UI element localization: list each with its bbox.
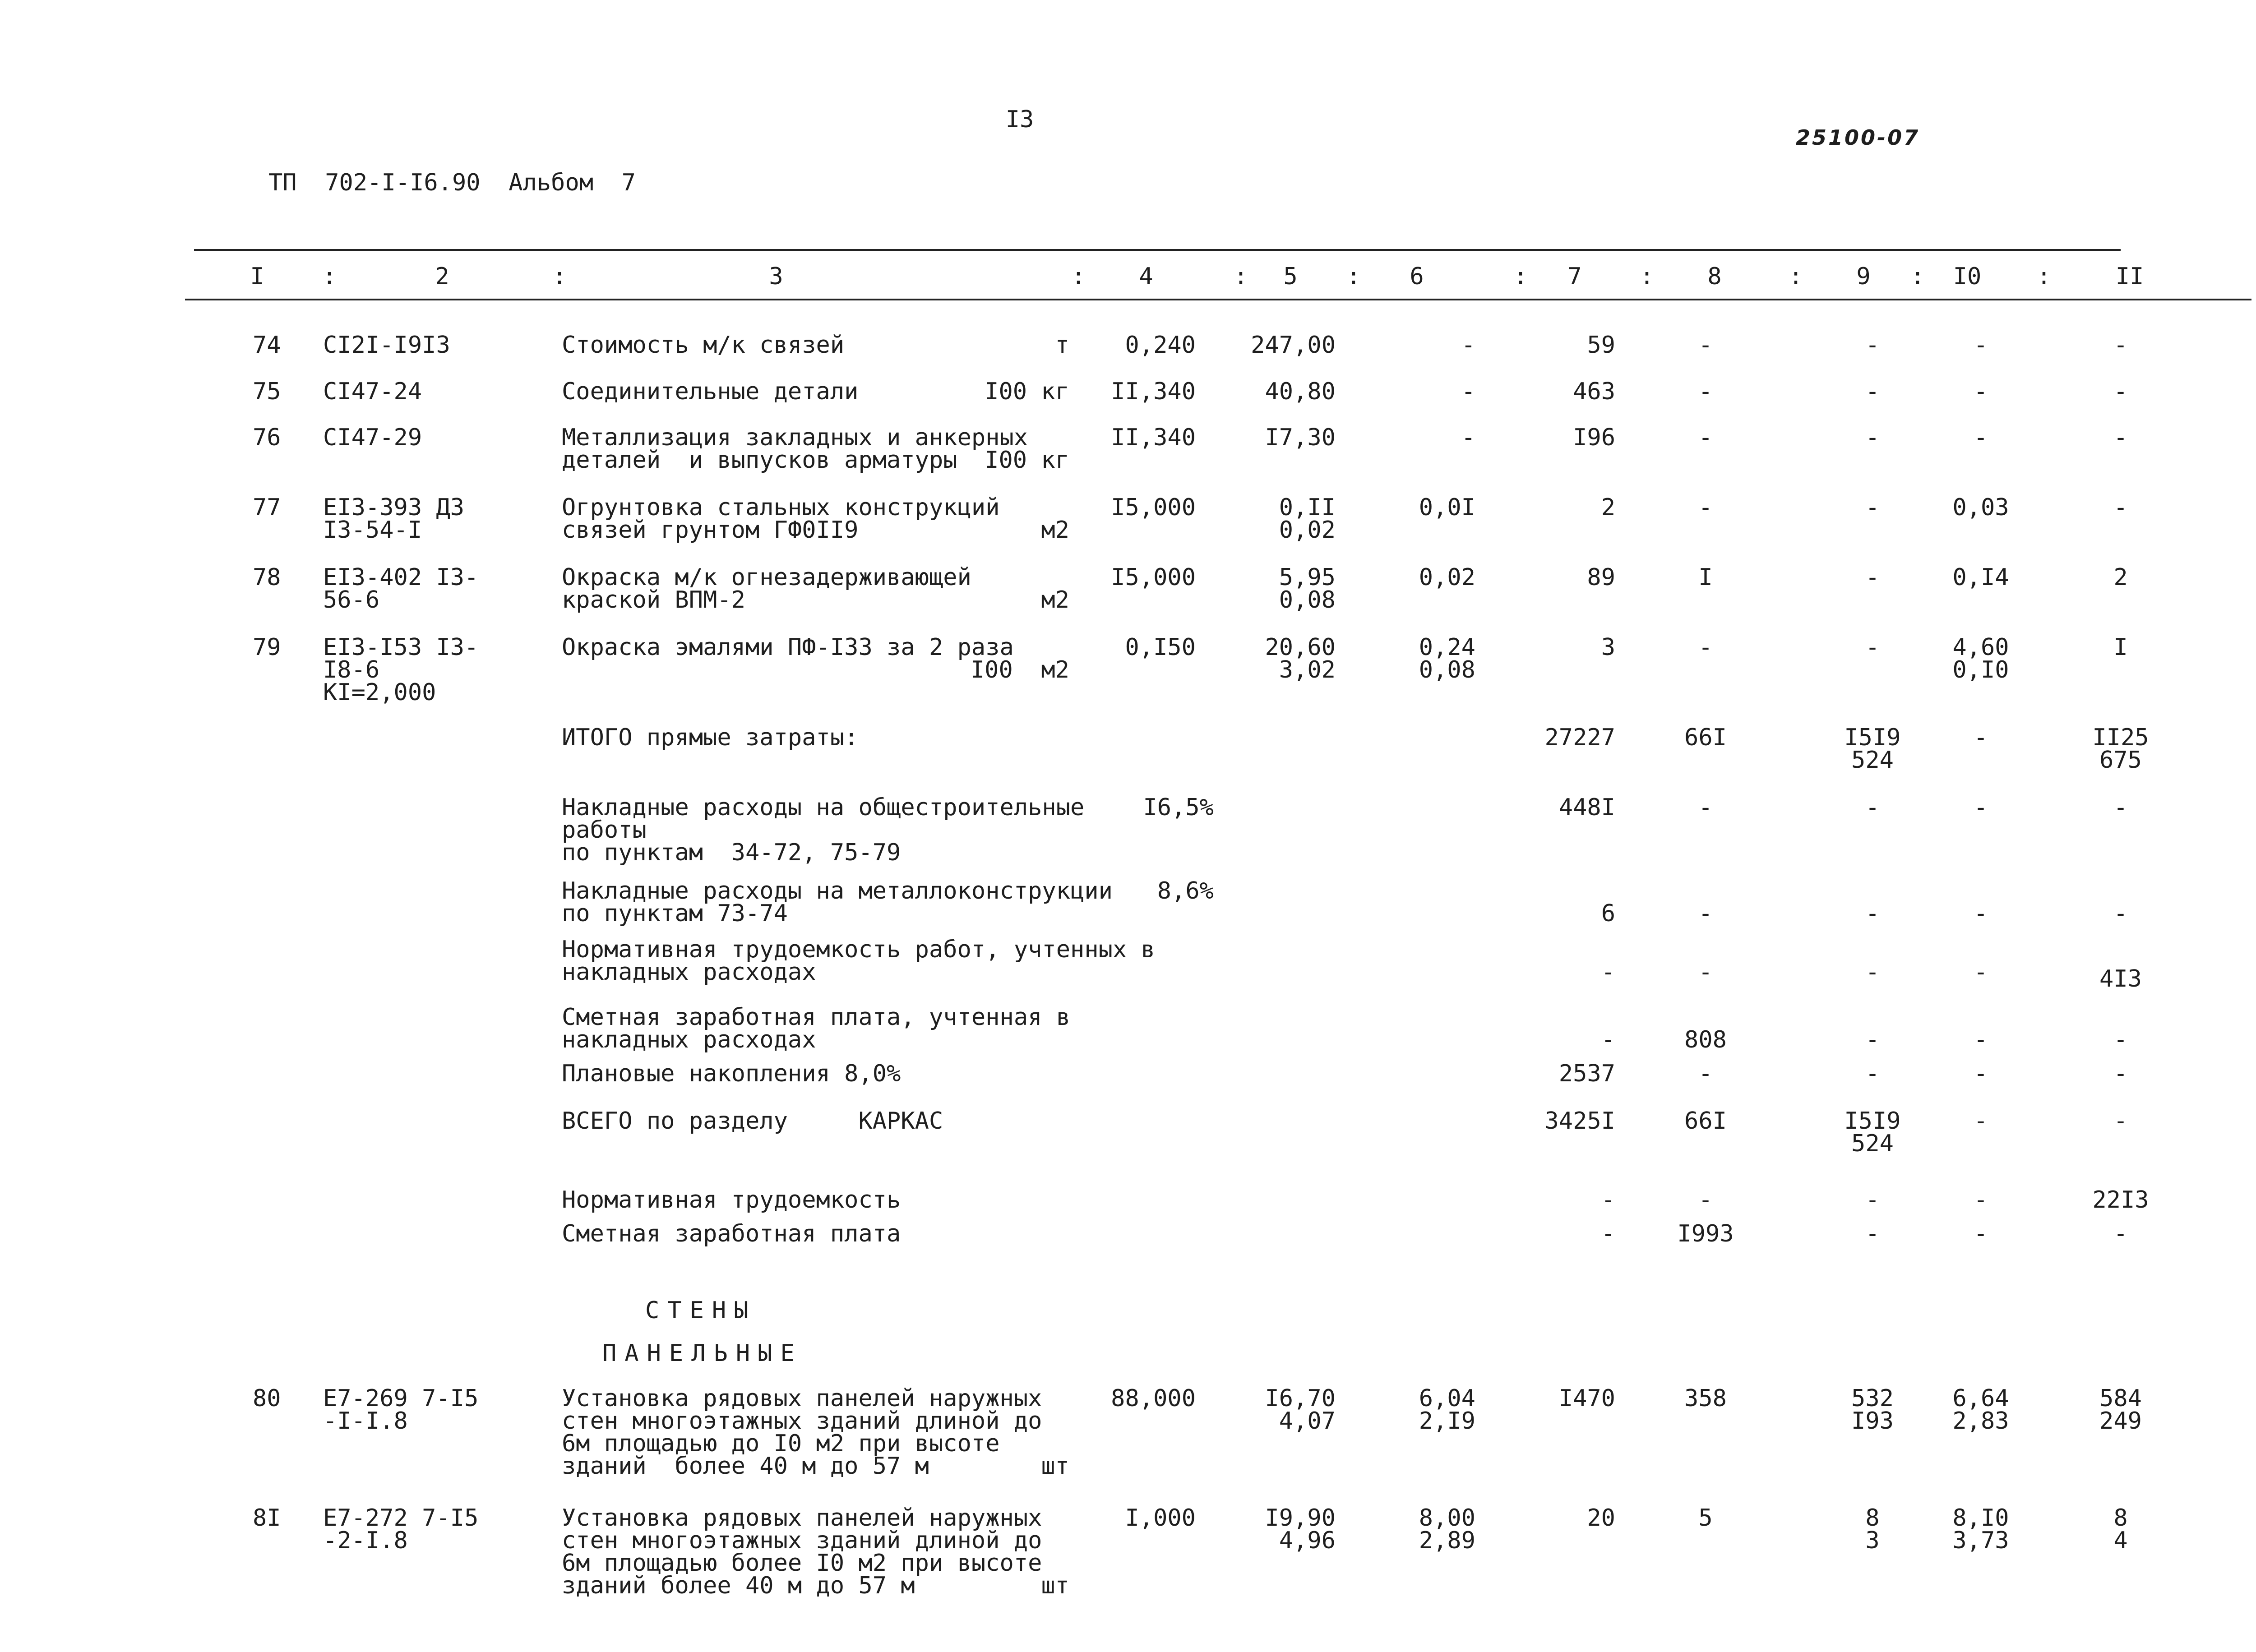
quantity: I,000 xyxy=(1125,1504,1196,1532)
labor-total: 584 xyxy=(2099,1385,2142,1412)
column-separator: : xyxy=(552,263,567,290)
machine-cost: 6,04 xyxy=(1419,1385,1475,1412)
labor-total: 4 xyxy=(2113,1527,2128,1554)
wages: - xyxy=(1698,1060,1713,1087)
total-cost: 6 xyxy=(1601,900,1615,927)
operation-cost: - xyxy=(1865,1220,1880,1247)
wages: 358 xyxy=(1684,1385,1727,1412)
work-description: Огрунтовка стальных конструкций xyxy=(562,494,1000,521)
labor-total: - xyxy=(2113,794,2128,821)
labor-unit: 6,64 xyxy=(1952,1385,2009,1412)
column-separator: : xyxy=(1789,263,1803,290)
labor-unit: - xyxy=(1974,724,1988,751)
operation-cost: I93 xyxy=(1851,1407,1894,1435)
total-cost: - xyxy=(1601,959,1615,986)
resource-code: -2-I.8 xyxy=(323,1527,408,1554)
row-number: 76 xyxy=(253,424,281,451)
resource-code: ЕI3-393 ДЗ xyxy=(323,494,465,521)
quantity: I5,000 xyxy=(1111,494,1196,521)
machine-cost: 2,I9 xyxy=(1419,1407,1475,1435)
resource-code: ЕI3-I53 I3- xyxy=(323,634,479,661)
unit: т xyxy=(1055,332,1069,359)
labor-unit: - xyxy=(1974,424,1988,451)
operation-cost: - xyxy=(1865,1026,1880,1053)
quantity: 88,000 xyxy=(1111,1385,1196,1412)
wages: - xyxy=(1698,900,1713,927)
work-description: краской ВПМ-2 xyxy=(562,586,745,614)
unit: м2 xyxy=(1041,517,1069,544)
unit-price: 20,60 xyxy=(1265,634,1336,661)
labor-total: I xyxy=(2113,634,2128,661)
operation-cost: I5I9 xyxy=(1844,1107,1901,1135)
page-number: I3 xyxy=(1005,106,1034,133)
total-cost: - xyxy=(1601,1186,1615,1214)
summary-label: накладных расходах xyxy=(562,1026,816,1053)
labor-unit: - xyxy=(1974,1060,1988,1087)
labor-total: 249 xyxy=(2099,1407,2142,1435)
total-cost: 20 xyxy=(1587,1504,1615,1532)
column-header-10: I0 xyxy=(1953,263,1982,290)
summary-label: ВСЕГО по разделу КАРКАС xyxy=(562,1107,943,1135)
summary-label: по пунктам 73-74 xyxy=(562,900,788,927)
summary-label: Сметная заработная плата, учтенная в xyxy=(562,1004,1071,1031)
section-title: СТЕНЫ xyxy=(645,1297,757,1324)
labor-total: - xyxy=(2113,1220,2128,1247)
wages: 66I xyxy=(1684,724,1727,751)
operation-cost: 524 xyxy=(1851,747,1894,774)
wages: I xyxy=(1698,564,1713,591)
wages: - xyxy=(1698,494,1713,521)
unit-price: I7,30 xyxy=(1265,424,1336,451)
quantity: II,340 xyxy=(1111,424,1196,451)
column-header-2: 2 xyxy=(435,263,449,290)
wages: - xyxy=(1698,332,1713,359)
work-description: 6м площадью до I0 м2 при высоте xyxy=(562,1430,1000,1457)
column-header-4: 4 xyxy=(1139,263,1153,290)
labor-unit: 8,I0 xyxy=(1952,1504,2009,1532)
machine-cost: 0,02 xyxy=(1419,564,1475,591)
total-cost: 2 xyxy=(1601,494,1615,521)
machine-cost: - xyxy=(1461,332,1475,359)
unit-price: 4,96 xyxy=(1279,1527,1336,1554)
labor-unit: - xyxy=(1974,1220,1988,1247)
unit-price: 5,95 xyxy=(1279,564,1336,591)
work-description: стен многоэтажных зданий длиной до xyxy=(562,1527,1042,1554)
summary-label: Накладные расходы на общестроительные xyxy=(562,794,1085,821)
total-cost: 448I xyxy=(1558,794,1615,821)
row-number: 78 xyxy=(253,564,281,591)
labor-unit: - xyxy=(1974,332,1988,359)
total-cost: 3 xyxy=(1601,634,1615,661)
total-cost: I96 xyxy=(1573,424,1615,451)
wages: 5 xyxy=(1698,1504,1713,1532)
work-description: Окраска м/к огнезадерживающей xyxy=(562,564,971,591)
total-cost: 59 xyxy=(1587,332,1615,359)
summary-label: по пунктам 34-72, 75-79 xyxy=(562,839,901,866)
wages: - xyxy=(1698,378,1713,405)
column-header-8: 8 xyxy=(1707,263,1722,290)
resource-code: ЕI3-402 I3- xyxy=(323,564,479,591)
header-bottom-rule xyxy=(185,299,2251,300)
summary-label: ИТОГО прямые затраты: xyxy=(562,724,859,751)
resource-code: Е7-269 7-I5 xyxy=(323,1385,479,1412)
labor-total: - xyxy=(2113,900,2128,927)
wages: I993 xyxy=(1677,1220,1734,1247)
operation-cost: - xyxy=(1865,1186,1880,1214)
summary-label: Сметная заработная плата xyxy=(562,1220,901,1247)
machine-cost: 8,00 xyxy=(1419,1504,1475,1532)
labor-unit: 0,I4 xyxy=(1952,564,2009,591)
work-description: 6м площадью более I0 м2 при высоте xyxy=(562,1550,1042,1577)
total-cost: 27227 xyxy=(1544,724,1615,751)
labor-unit: - xyxy=(1974,1186,1988,1214)
unit-price: 0,II xyxy=(1279,494,1336,521)
operation-cost: - xyxy=(1865,332,1880,359)
operation-cost: - xyxy=(1865,424,1880,451)
rate-percent: 8,6% xyxy=(1157,877,1214,904)
section-subtitle: ПАНЕЛЬНЫЕ xyxy=(602,1340,803,1367)
labor-total: 2 xyxy=(2113,564,2128,591)
labor-unit: - xyxy=(1974,1107,1988,1135)
column-header-7: 7 xyxy=(1567,263,1582,290)
resource-code: I3-54-I xyxy=(323,517,422,544)
wages: - xyxy=(1698,959,1713,986)
operation-cost: - xyxy=(1865,794,1880,821)
unit: м2 xyxy=(1041,586,1069,614)
resource-code: СI2I-I9I3 xyxy=(323,332,450,359)
resource-code: СI47-29 xyxy=(323,424,422,451)
resource-code: КI=2,000 xyxy=(323,679,436,706)
total-cost: - xyxy=(1601,1220,1615,1247)
machine-cost: 2,89 xyxy=(1419,1527,1475,1554)
column-header-3: 3 xyxy=(769,263,783,290)
labor-unit: 0,03 xyxy=(1952,494,2009,521)
wages: - xyxy=(1698,634,1713,661)
machine-cost: 0,24 xyxy=(1419,634,1475,661)
labor-total: 4I3 xyxy=(2099,965,2142,992)
labor-unit: - xyxy=(1974,1026,1988,1053)
operation-cost: - xyxy=(1865,959,1880,986)
column-separator: : xyxy=(1346,263,1361,290)
unit-price: 0,08 xyxy=(1279,586,1336,614)
labor-unit: - xyxy=(1974,378,1988,405)
unit-price: 40,80 xyxy=(1265,378,1336,405)
work-description: стен многоэтажных зданий длиной до xyxy=(562,1407,1042,1435)
resource-code: СI47-24 xyxy=(323,378,422,405)
total-cost: - xyxy=(1601,1026,1615,1053)
row-number: 80 xyxy=(253,1385,281,1412)
column-header-5: 5 xyxy=(1283,263,1298,290)
labor-unit: - xyxy=(1974,794,1988,821)
labor-total: II25 xyxy=(2092,724,2149,751)
total-cost: 89 xyxy=(1587,564,1615,591)
column-separator: : xyxy=(1640,263,1654,290)
operation-cost: 3 xyxy=(1865,1527,1880,1554)
column-separator: : xyxy=(322,263,337,290)
labor-total: - xyxy=(2113,1107,2128,1135)
operation-cost: 532 xyxy=(1851,1385,1894,1412)
labor-unit: 2,83 xyxy=(1952,1407,2009,1435)
header-top-rule xyxy=(194,249,2121,251)
unit-price: I6,70 xyxy=(1265,1385,1336,1412)
total-cost: 3425I xyxy=(1544,1107,1615,1135)
work-description: Установка рядовых панелей наружных xyxy=(562,1504,1042,1532)
total-cost: 2537 xyxy=(1558,1060,1615,1087)
unit-price: 4,07 xyxy=(1279,1407,1336,1435)
machine-cost: 0,0I xyxy=(1419,494,1475,521)
work-description: Соединительные детали xyxy=(562,378,859,405)
row-number: 8I xyxy=(253,1504,281,1532)
column-header-9: 9 xyxy=(1856,263,1871,290)
labor-unit: 0,I0 xyxy=(1952,656,2009,683)
resource-code: -I-I.8 xyxy=(323,1407,408,1435)
column-separator: : xyxy=(1513,263,1528,290)
column-header-6: 6 xyxy=(1410,263,1424,290)
work-description: зданий более 40 м до 57 м xyxy=(562,1453,929,1480)
work-description: Металлизация закладных и анкерных xyxy=(562,424,1028,451)
work-description: деталей и выпусков арматуры xyxy=(562,447,957,474)
wages: 808 xyxy=(1684,1026,1727,1053)
operation-cost: 524 xyxy=(1851,1130,1894,1157)
labor-total: - xyxy=(2113,378,2128,405)
total-cost: 463 xyxy=(1573,378,1615,405)
total-cost: I470 xyxy=(1558,1385,1615,1412)
labor-total: - xyxy=(2113,1026,2128,1053)
operation-cost: - xyxy=(1865,378,1880,405)
row-number: 74 xyxy=(253,332,281,359)
row-number: 75 xyxy=(253,378,281,405)
work-description: Стоимость м/к связей xyxy=(562,332,845,359)
labor-total: - xyxy=(2113,1060,2128,1087)
summary-label: накладных расходах xyxy=(562,959,816,986)
operation-cost: - xyxy=(1865,494,1880,521)
column-separator: : xyxy=(2037,263,2051,290)
unit: I00 кг xyxy=(985,378,1069,405)
quantity: 0,I50 xyxy=(1125,634,1196,661)
unit: I00 кг xyxy=(985,447,1069,474)
work-description: Окраска эмалями ПФ-I33 за 2 раза xyxy=(562,634,1014,661)
operation-cost: I5I9 xyxy=(1844,724,1901,751)
column-header-1: I xyxy=(250,263,264,290)
labor-unit: 3,73 xyxy=(1952,1527,2009,1554)
resource-code: Е7-272 7-I5 xyxy=(323,1504,479,1532)
quantity: I5,000 xyxy=(1111,564,1196,591)
quantity: II,340 xyxy=(1111,378,1196,405)
labor-total: 675 xyxy=(2099,747,2142,774)
resource-code: 56-6 xyxy=(323,586,380,614)
machine-cost: - xyxy=(1461,424,1475,451)
operation-cost: - xyxy=(1865,1060,1880,1087)
summary-label: работы xyxy=(562,817,647,844)
unit-price: 247,00 xyxy=(1251,332,1336,359)
labor-unit: 4,60 xyxy=(1952,634,2009,661)
labor-unit: - xyxy=(1974,900,1988,927)
labor-total: - xyxy=(2113,494,2128,521)
column-separator: : xyxy=(1234,263,1248,290)
unit: I00 м2 xyxy=(970,656,1069,683)
column-separator: : xyxy=(1910,263,1925,290)
labor-total: 8 xyxy=(2113,1504,2128,1532)
rate-percent: I6,5% xyxy=(1143,794,1214,821)
unit-price: I9,90 xyxy=(1265,1504,1336,1532)
labor-unit: - xyxy=(1974,959,1988,986)
work-description: связей грунтом ГФ0II9 xyxy=(562,517,859,544)
summary-label: Нормативная трудоемкость xyxy=(562,1186,901,1214)
row-number: 79 xyxy=(253,634,281,661)
wages: - xyxy=(1698,794,1713,821)
labor-total: - xyxy=(2113,332,2128,359)
quantity: 0,240 xyxy=(1125,332,1196,359)
summary-label: Плановые накопления 8,0% xyxy=(562,1060,901,1087)
operation-cost: 8 xyxy=(1865,1504,1880,1532)
unit-price: 3,02 xyxy=(1279,656,1336,683)
operation-cost: - xyxy=(1865,634,1880,661)
document-code: 25100-07 xyxy=(1796,125,1920,150)
work-description: зданий более 40 м до 57 м xyxy=(562,1572,915,1599)
labor-total: - xyxy=(2113,424,2128,451)
unit: шт xyxy=(1041,1572,1069,1599)
wages: 66I xyxy=(1684,1107,1727,1135)
document-title: ТП 702-I-I6.90 Альбом 7 xyxy=(268,169,636,196)
summary-label: Нормативная трудоемкость работ, учтенных в xyxy=(562,936,1155,963)
work-description: Установка рядовых панелей наружных xyxy=(562,1385,1042,1412)
wages: - xyxy=(1698,1186,1713,1214)
row-number: 77 xyxy=(253,494,281,521)
wages: - xyxy=(1698,424,1713,451)
summary-label: Накладные расходы на металлоконструкции xyxy=(562,877,1113,904)
column-separator: : xyxy=(1071,263,1086,290)
labor-total: 22I3 xyxy=(2092,1186,2149,1214)
unit: шт xyxy=(1041,1453,1069,1480)
column-header-11: II xyxy=(2115,263,2144,290)
resource-code: I8-6 xyxy=(323,656,380,683)
machine-cost: - xyxy=(1461,378,1475,405)
unit-price: 0,02 xyxy=(1279,517,1336,544)
machine-cost: 0,08 xyxy=(1419,656,1475,683)
operation-cost: - xyxy=(1865,564,1880,591)
operation-cost: - xyxy=(1865,900,1880,927)
